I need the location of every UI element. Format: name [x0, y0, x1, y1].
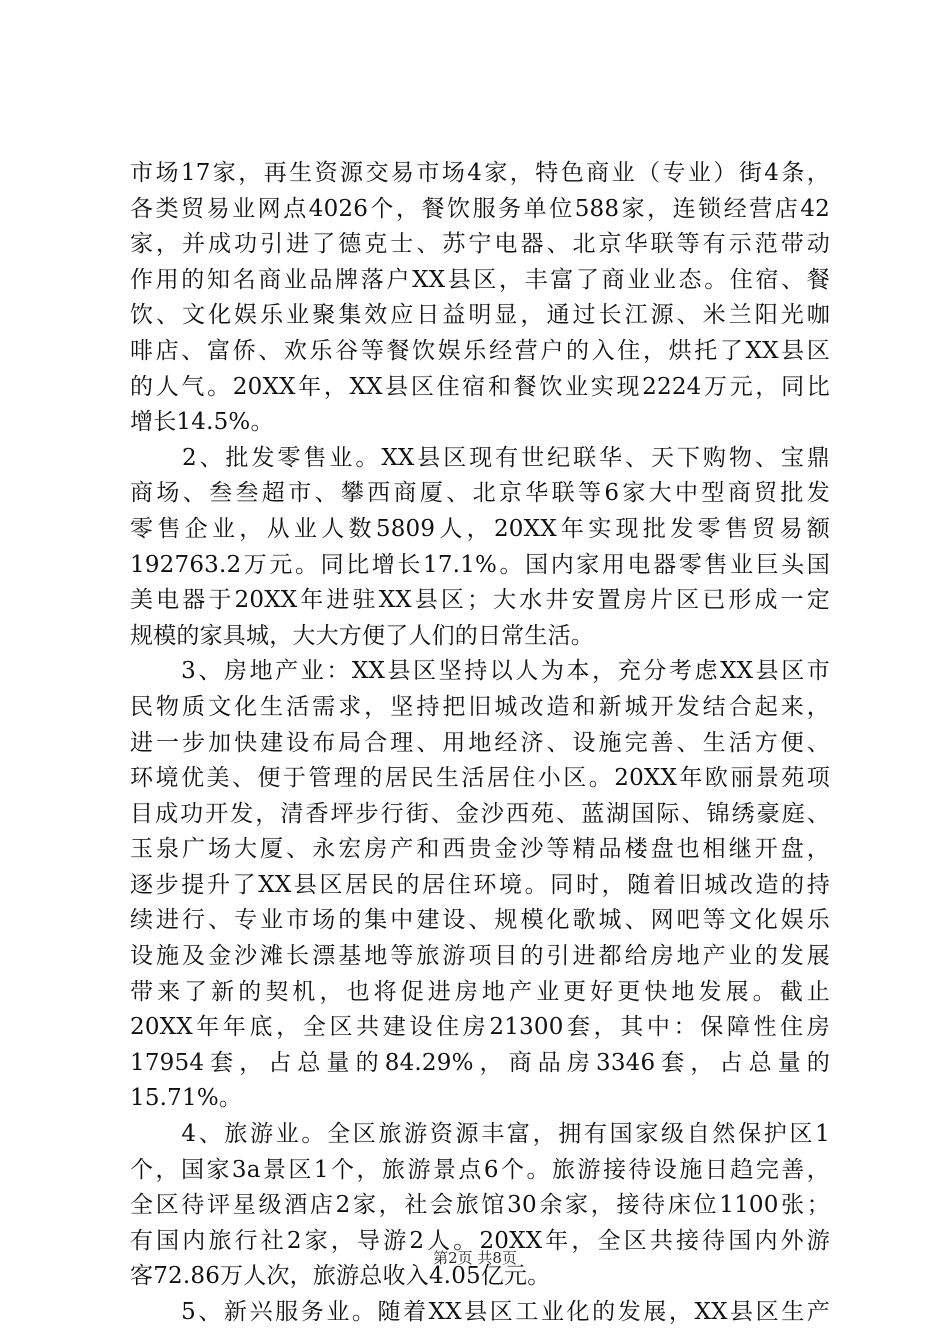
text-line: 设施及金沙滩长漂基地等旅游项目的引进都给房地产业的发展	[130, 943, 830, 970]
text-line: 进一步加快建设布局合理、用地经济、设施完善、生活方便、	[130, 729, 830, 756]
text-line: 美电器于20XX年进驻XX县区；大水井安置房片区已形成一定	[130, 587, 830, 614]
page-footer	[0, 1247, 950, 1268]
text-line: 4、旅游业。全区旅游资源丰富，拥有国家级自然保护区1	[130, 1121, 830, 1148]
text-line: 15.71%。	[130, 1085, 243, 1112]
text-line: 规模的家具城，大大方便了人们的日常生活。	[130, 622, 594, 649]
text-line: 的人气。20XX年，XX县区住宿和餐饮业实现2224万元，同比	[130, 373, 830, 400]
text-line: 5、新兴服务业。随着XX县区工业化的发展，XX县区生产	[130, 1299, 830, 1325]
text-line: 有国内旅行社2家，导游2人。20XX年，全区共接待国内外游	[130, 1227, 830, 1254]
text-line: 商场、叁叁超市、攀西商厦、北京华联等6家大中型商贸批发	[130, 480, 830, 507]
text-line: 啡店、富侨、欢乐谷等餐饮娱乐经营户的入住，烘托了XX县区	[130, 337, 830, 364]
text-line: 民物质文化生活需求，坚持把旧城改造和新城开发结合起来，	[130, 693, 830, 720]
text-line: 客72.86万人次，旅游总收入4.05亿元。	[130, 1263, 551, 1290]
text-line: 零售企业，从业人数5809人，20XX年实现批发零售贸易额	[130, 515, 830, 542]
text-line: 个，国家3a景区1个，旅游景点6个。旅游接待设施日趋完善，	[130, 1156, 830, 1183]
text-line: 目成功开发，清香坪步行街、金沙西苑、蓝湖国际、锦绣豪庭、	[130, 800, 830, 827]
text-line: 3、房地产业：XX县区坚持以人为本，充分考虑XX县区市	[130, 658, 830, 685]
text-line: 20XX年年底，全区共建设住房21300套，其中：保障性住房	[130, 1014, 830, 1041]
text-line: 家，并成功引进了德克士、苏宁电器、北京华联等有示范带动	[130, 231, 830, 258]
text-line: 饮、文化娱乐业聚集效应日益明显，通过长江源、米兰阳光咖	[130, 302, 830, 329]
text-line: 玉泉广场大厦、永宏房产和西贵金沙等精品楼盘也相继开盘，	[130, 836, 830, 863]
text-line: 2、批发零售业。XX县区现有世纪联华、天下购物、宝鼎	[130, 444, 830, 471]
text-line: 192763.2万元。同比增长17.1%。国内家用电器零售业巨头国	[130, 551, 830, 578]
text-line: 增长14.5%。	[130, 409, 274, 436]
text-line: 作用的知名商业品牌落户XX县区，丰富了商业业态。住宿、餐	[130, 266, 830, 293]
document-body	[130, 156, 830, 1331]
text-line: 续进行、专业市场的集中建设、规模化歌城、网吧等文化娱乐	[130, 907, 830, 934]
text-line: 各类贸易业网点4026个，餐饮服务单位588家，连锁经营店42	[130, 195, 830, 222]
text-line: 17954套，占总量的84.29%，商品房3346套，占总量的	[130, 1049, 830, 1076]
text-line: 市场17家，再生资源交易市场4家，特色商业（专业）街4条，	[130, 160, 830, 186]
text-line: 逐步提升了XX县区居民的居住环境。同时，随着旧城改造的持	[130, 871, 830, 898]
page-number-label: 第2页 共8页	[433, 1249, 517, 1267]
text-line: 带来了新的契机，也将促进房地产业更好更快地发展。截止	[130, 978, 830, 1005]
text-line: 环境优美、便于管理的居民生活居住小区。20XX年欧丽景苑项	[130, 765, 830, 792]
text-line: 全区待评星级酒店2家，社会旅馆30余家，接待床位1100张；	[130, 1192, 830, 1219]
